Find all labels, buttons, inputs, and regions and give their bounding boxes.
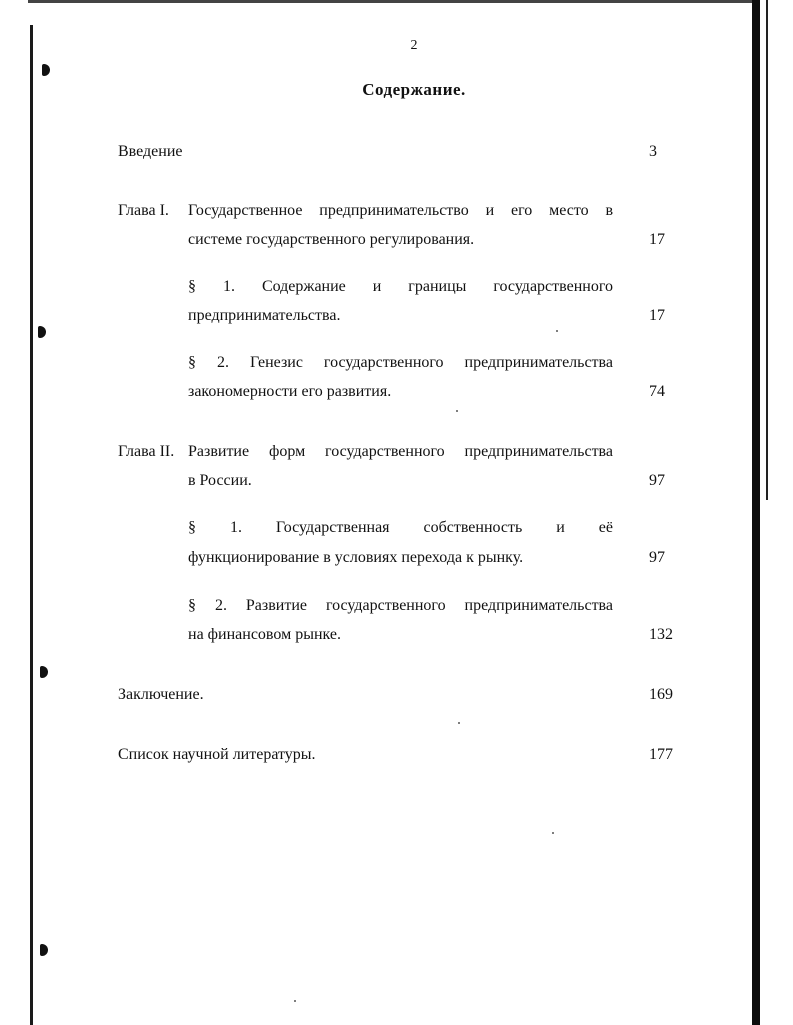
- binding-hole-mark: [42, 64, 50, 76]
- toc-intro-page: 3: [649, 143, 657, 160]
- toc-chapter2-prefix: Глава II.: [118, 443, 175, 460]
- toc-ch1-sec1-page: 17: [649, 307, 665, 324]
- scan-left-edge: [30, 25, 33, 1025]
- toc-intro-label: Введение: [118, 143, 183, 160]
- toc-bibliography-label: Список научной литературы.: [118, 746, 316, 763]
- page-title: Содержание.: [362, 80, 466, 99]
- toc-ch1-sec2-line2: закономерности его развития.: [188, 383, 392, 400]
- toc-ch2-sec2-line1: § 2. Развитие государственного предпринимательства: [188, 597, 613, 614]
- binding-hole-mark: [40, 666, 48, 678]
- binding-hole-mark: [38, 326, 46, 338]
- scan-speck: [294, 1000, 296, 1002]
- toc-ch2-sec1-page: 97: [649, 549, 665, 566]
- scan-speck: [556, 330, 558, 332]
- toc-ch1-sec1-line1: § 1. Содержание и границы государственного: [188, 278, 613, 295]
- toc-bibliography-page: 177: [649, 746, 673, 763]
- toc-chapter1-page: 17: [649, 231, 665, 248]
- toc-ch1-sec1-line2: предпринимательства.: [188, 307, 341, 324]
- scan-right-edge: [752, 0, 760, 1025]
- toc-chapter2-title-line1: Развитие форм государственного предпринимательства: [188, 443, 613, 460]
- toc-conclusion-label: Заключение.: [118, 686, 204, 703]
- scan-right-line: [766, 0, 768, 500]
- scan-speck: [458, 722, 460, 724]
- toc-chapter2-page: 97: [649, 472, 665, 489]
- toc-ch2-sec2-page: 132: [649, 626, 673, 643]
- toc-ch2-sec1-line2: функционирование в условиях перехода к рынку.: [188, 549, 524, 566]
- scan-speck: [552, 832, 554, 834]
- binding-hole-mark: [40, 944, 48, 956]
- scan-speck: [456, 410, 458, 412]
- toc-chapter1-title-line2: системе государственного регулирования.: [188, 231, 475, 248]
- toc-chapter1-title-line1: Государственное предпринимательство и его место в: [188, 202, 613, 219]
- toc-ch1-sec2-line1: § 2. Генезис государственного предпринимательства: [188, 354, 613, 371]
- toc-chapter2-title-line2: в России.: [188, 472, 252, 489]
- toc-ch1-sec2-page: 74: [649, 383, 665, 400]
- toc-ch2-sec2-line2: на финансовом рынке.: [188, 626, 341, 643]
- page-number: 2: [410, 38, 418, 53]
- toc-chapter1-prefix: Глава I.: [118, 202, 169, 219]
- scan-top-edge: [28, 0, 758, 3]
- toc-conclusion-page: 169: [649, 686, 673, 703]
- toc-ch2-sec1-line1: § 1. Государственная собственность и её: [188, 519, 613, 536]
